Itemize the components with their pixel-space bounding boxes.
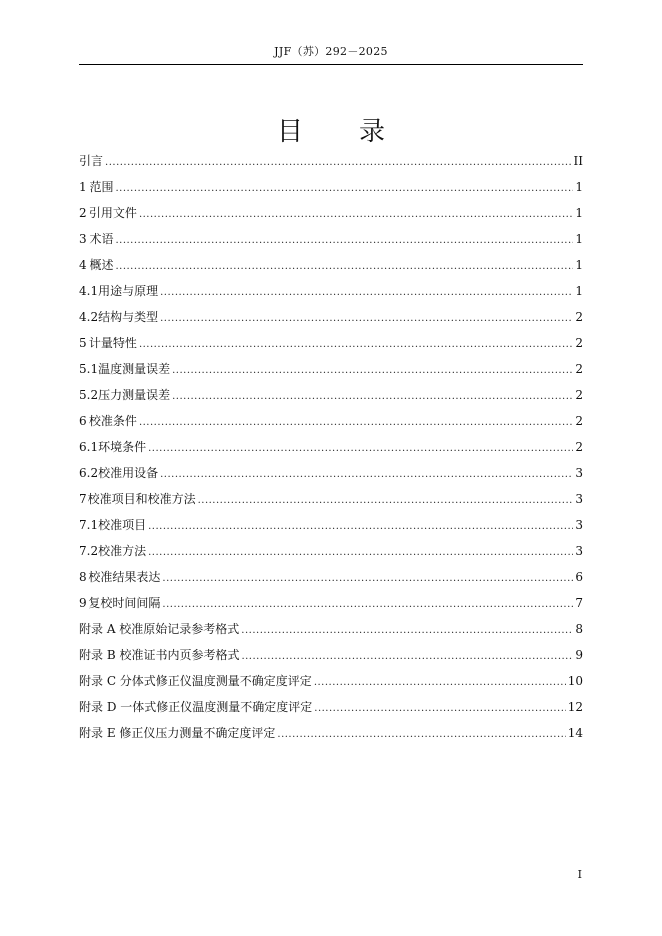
toc-entry-page: 10	[567, 674, 583, 688]
toc-leader-dots	[115, 176, 573, 202]
toc-entry-title: 附录 A 校准原始记录参考格式	[79, 622, 240, 636]
toc-entry-number: 5.2	[79, 388, 99, 402]
toc-entry-page: 1	[575, 232, 583, 246]
toc-entry[interactable]	[79, 668, 583, 694]
page-number: I	[577, 868, 582, 881]
toc-entry-page: 6	[575, 570, 583, 584]
toc-leader-dots	[148, 540, 573, 566]
toc-entry-title: 言	[91, 154, 104, 168]
toc-entry-page: 2	[575, 440, 583, 454]
toc-leader-dots	[314, 670, 566, 696]
toc-entry-title: 复校时间间隔	[88, 596, 161, 610]
page-header-code: JJF（苏）292－2025	[274, 45, 388, 58]
toc-entry-title: 校准项目和校准方法	[87, 492, 196, 506]
toc-entry-number: 8	[79, 570, 87, 584]
toc-entry-number: 7.1	[79, 518, 99, 532]
toc-entry[interactable]	[79, 720, 583, 746]
toc-entry-number: 6	[79, 414, 87, 428]
toc-entry-page: 3	[575, 466, 583, 480]
toc-entry[interactable]	[79, 356, 583, 382]
toc-leader-dots	[162, 566, 573, 592]
toc-entry-title: 校准条件	[88, 414, 137, 428]
toc-leader-dots	[241, 644, 573, 670]
toc-entry-title: 用途与原理	[98, 284, 159, 298]
toc-entry[interactable]	[79, 174, 583, 200]
toc-entry[interactable]	[79, 564, 583, 590]
toc-entry-title: 附录 D 一体式修正仪温度测量不确定度评定	[79, 700, 313, 714]
toc-entry-title: 术语	[89, 232, 114, 246]
toc-entry-title: 附录 B 校准证书内页参考格式	[79, 648, 240, 662]
toc-entry-number: 5.1	[79, 362, 99, 376]
toc-entry-title: 校准结果表达	[88, 570, 161, 584]
toc-leader-dots	[172, 384, 573, 410]
toc-leader-dots	[162, 592, 573, 618]
toc-entry[interactable]	[79, 226, 583, 252]
toc-entry[interactable]	[79, 512, 583, 538]
toc-entry-page: 2	[575, 388, 583, 402]
toc-entry-number: 4.2	[79, 310, 99, 324]
toc-entry-title: 结构与类型	[98, 310, 159, 324]
toc-entry-number: 6.2	[79, 466, 99, 480]
toc-entry-number: 4.1	[79, 284, 99, 298]
toc-leader-dots	[139, 202, 573, 228]
toc-entry[interactable]	[79, 460, 583, 486]
toc-leader-dots	[172, 358, 573, 384]
toc-entry[interactable]	[79, 616, 583, 642]
toc-entry[interactable]	[79, 382, 583, 408]
toc-entry-title: 引用文件	[88, 206, 137, 220]
toc-entry-title: 计量特性	[88, 336, 137, 350]
toc-entry-page: 1	[575, 180, 583, 194]
toc-entry-number: 7	[79, 492, 87, 506]
toc-entry-page: II	[573, 154, 583, 168]
toc-entry-page: 9	[575, 648, 583, 662]
toc-entry-page: 7	[575, 596, 583, 610]
toc-leader-dots	[160, 306, 573, 332]
toc-leader-dots	[148, 514, 573, 540]
toc-entry-title: 附录 C 分体式修正仪温度测量不确定度评定	[79, 674, 312, 688]
toc-entry-page: 3	[575, 544, 583, 558]
toc-entry[interactable]	[79, 538, 583, 564]
toc-leader-dots	[115, 254, 573, 280]
toc-leader-dots	[160, 280, 573, 306]
toc-entry-number: 3	[79, 232, 87, 246]
toc-title-char: 目	[276, 117, 303, 147]
toc-entry[interactable]	[79, 304, 583, 330]
toc-entry-title: 校准方法	[98, 544, 147, 558]
toc-entry[interactable]	[79, 330, 583, 356]
toc-entry-number: 5	[79, 336, 87, 350]
toc-entry[interactable]	[79, 642, 583, 668]
toc-entry-title: 压力测量误差	[98, 388, 171, 402]
toc-leader-dots	[198, 488, 574, 514]
toc-entry-page: 2	[575, 336, 583, 350]
header-divider	[79, 64, 583, 65]
toc-entry-number: 引	[79, 154, 92, 168]
toc-leader-dots	[241, 618, 573, 644]
toc-leader-dots	[314, 696, 565, 722]
toc-entry-number: 4	[79, 258, 87, 272]
toc-entry-page: 8	[575, 622, 583, 636]
toc-entry-page: 1	[575, 284, 583, 298]
toc-entry-title: 校准用设备	[98, 466, 159, 480]
toc-entry-page: 2	[575, 414, 583, 428]
toc-entry-number: 2	[79, 206, 87, 220]
toc-entry-title: 环境条件	[98, 440, 147, 454]
toc-entry-page: 12	[567, 700, 583, 714]
toc-title	[0, 114, 662, 150]
toc-entry-page: 2	[575, 310, 583, 324]
toc-leader-dots	[139, 332, 573, 358]
toc-entry-page: 1	[575, 206, 583, 220]
toc-entry[interactable]	[79, 278, 583, 304]
toc-leader-dots	[139, 410, 573, 436]
toc-entry-title: 概述	[89, 258, 114, 272]
toc-entry-title: 校准项目	[98, 518, 147, 532]
toc-entry-page: 3	[575, 518, 583, 532]
toc-entry[interactable]	[79, 148, 583, 174]
toc-entry-page: 2	[575, 362, 583, 376]
toc-entry[interactable]	[79, 694, 583, 720]
toc-entry-number: 9	[79, 596, 87, 610]
toc-entry[interactable]	[79, 590, 583, 616]
toc-entry[interactable]	[79, 200, 583, 226]
toc-entry[interactable]	[79, 434, 583, 460]
toc-title-char: 录	[359, 117, 386, 147]
toc-entry-page: 3	[575, 492, 583, 506]
toc-list	[79, 148, 583, 746]
toc-entry-page: 1	[575, 258, 583, 272]
toc-leader-dots	[148, 436, 573, 462]
toc-entry-page: 14	[567, 726, 583, 740]
toc-leader-dots	[105, 150, 571, 176]
toc-entry-number: 1	[79, 180, 87, 194]
toc-entry-title: 范围	[89, 180, 114, 194]
toc-entry-number: 6.1	[79, 440, 99, 454]
toc-entry[interactable]	[79, 486, 583, 512]
toc-entry[interactable]	[79, 252, 583, 278]
toc-entry-title: 温度测量误差	[98, 362, 171, 376]
toc-leader-dots	[277, 722, 565, 748]
toc-leader-dots	[115, 228, 573, 254]
toc-leader-dots	[160, 462, 573, 488]
toc-entry-title: 附录 E 修正仪压力测量不确定度评定	[79, 726, 276, 740]
toc-entry[interactable]	[79, 408, 583, 434]
toc-entry-number: 7.2	[79, 544, 99, 558]
